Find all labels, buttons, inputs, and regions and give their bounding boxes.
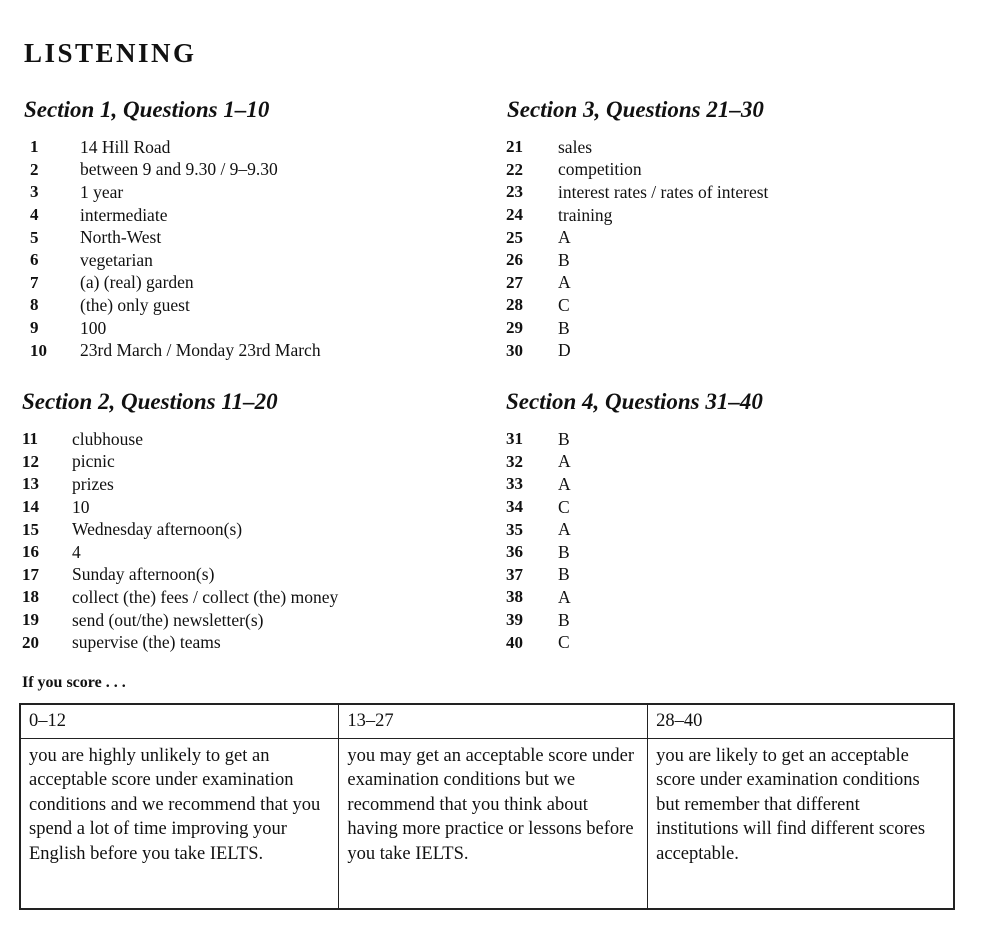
answer-text: intermediate [80, 204, 168, 225]
section-2-answers [22, 428, 338, 654]
answer-row [506, 294, 768, 317]
answer-text: A [558, 451, 571, 472]
section-3-answers [506, 136, 768, 362]
answer-number: 22 [506, 159, 523, 179]
answer-text: interest rates / rates of interest [558, 181, 769, 202]
score-range-high: 28–40 [648, 704, 954, 738]
section-4-title: Section 4, Questions 31–40 [506, 389, 763, 414]
answer-number: 23 [506, 182, 523, 202]
answer-number: 30 [506, 340, 523, 360]
answer-text: (a) (real) garden [80, 272, 194, 293]
section-1-title: Section 1, Questions 1–10 [24, 97, 270, 122]
answer-number: 39 [506, 610, 523, 630]
answer-row [30, 317, 321, 340]
answer-text: C [558, 496, 570, 517]
answer-text: B [558, 249, 570, 270]
answer-number: 2 [30, 159, 39, 179]
answer-number: 34 [506, 497, 523, 517]
score-range-mid: 13–27 [339, 704, 648, 738]
answer-text: B [558, 564, 570, 585]
answer-row [22, 564, 338, 587]
section-1-answers [30, 136, 321, 362]
answer-row [506, 181, 768, 204]
answer-text: clubhouse [72, 428, 143, 449]
score-advice-low: you are highly unlikely to get an acceptable score under examination conditions and we recommend that you spend a lot of time improving your English before you take IELTS. [20, 738, 339, 909]
answer-row [506, 496, 571, 519]
answer-text: C [558, 632, 570, 653]
answer-row [506, 204, 768, 227]
score-table [19, 703, 955, 910]
answer-row [22, 609, 338, 632]
answer-number: 38 [506, 587, 523, 607]
answer-number: 13 [22, 474, 39, 494]
score-range-row [20, 704, 954, 738]
answer-row [22, 428, 338, 451]
answer-row [506, 541, 571, 564]
answer-row [30, 339, 321, 362]
answer-text: 10 [72, 496, 90, 517]
answer-text: B [558, 428, 570, 449]
score-label: If you score . . . [22, 674, 126, 691]
answer-number: 14 [22, 497, 39, 517]
answer-row [506, 518, 571, 541]
answer-row [506, 564, 571, 587]
answer-row [506, 159, 768, 182]
answer-row [22, 586, 338, 609]
score-range-low: 0–12 [20, 704, 339, 738]
answer-text: send (out/the) newsletter(s) [72, 609, 264, 630]
answer-row [506, 631, 571, 654]
answer-text: B [558, 317, 570, 338]
answer-text: sales [558, 136, 593, 157]
answer-number: 15 [22, 519, 39, 539]
answer-number: 36 [506, 542, 523, 562]
answer-row [30, 204, 321, 227]
answer-row [506, 473, 571, 496]
answer-number: 11 [22, 429, 39, 449]
answer-row [506, 339, 768, 362]
answer-number: 33 [506, 474, 523, 494]
answer-number: 6 [30, 250, 39, 270]
answer-text: Wednesday afternoon(s) [72, 519, 243, 540]
section-2-title: Section 2, Questions 11–20 [22, 389, 278, 414]
answer-number: 28 [506, 295, 523, 315]
answer-row [506, 249, 768, 272]
answer-text: Sunday afternoon(s) [72, 564, 215, 585]
answer-number: 25 [506, 227, 523, 247]
answer-row [506, 428, 571, 451]
answer-row [506, 317, 768, 340]
answer-text: 1 year [80, 181, 124, 202]
answer-text: A [558, 227, 571, 248]
answer-number: 20 [22, 632, 39, 652]
answer-number: 35 [506, 519, 523, 539]
answer-text: B [558, 609, 570, 630]
answer-row [22, 541, 338, 564]
answer-text: B [558, 541, 570, 562]
answer-row [506, 272, 768, 295]
answer-text: C [558, 294, 570, 315]
answer-text: prizes [72, 473, 114, 494]
answer-text: 23rd March / Monday 23rd March [80, 340, 321, 361]
answer-number: 24 [506, 205, 523, 225]
answer-number: 17 [22, 564, 39, 584]
answer-row [30, 226, 321, 249]
section-4-answers [506, 428, 571, 654]
answer-text: collect (the) fees / collect (the) money [72, 586, 339, 607]
answer-row [30, 249, 321, 272]
answer-text: vegetarian [80, 249, 153, 270]
answer-text: (the) only guest [80, 294, 190, 315]
answer-number: 3 [30, 182, 39, 202]
answer-row [30, 272, 321, 295]
answer-number: 8 [30, 295, 39, 315]
answer-number: 32 [506, 451, 523, 471]
answer-row [30, 294, 321, 317]
answer-row [22, 473, 338, 496]
answer-number: 5 [30, 227, 39, 247]
answer-number: 10 [30, 340, 47, 360]
answer-number: 21 [506, 137, 523, 157]
answer-number: 19 [22, 610, 39, 630]
page-title: LISTENING [24, 38, 197, 68]
answer-text: North-West [80, 227, 162, 248]
section-3-title: Section 3, Questions 21–30 [507, 97, 764, 122]
answer-number: 7 [30, 272, 39, 292]
answer-number: 40 [506, 632, 523, 652]
answer-row [506, 136, 768, 159]
answer-row [506, 451, 571, 474]
answer-text: between 9 and 9.30 / 9–9.30 [80, 159, 278, 180]
answer-row [22, 451, 338, 474]
answer-number: 37 [506, 564, 523, 584]
answer-number: 16 [22, 542, 39, 562]
answer-text: 4 [72, 541, 81, 562]
answer-row [30, 136, 321, 159]
answer-text: competition [558, 159, 642, 180]
answer-number: 29 [506, 318, 523, 338]
answer-text: A [558, 519, 571, 540]
answer-number: 4 [30, 205, 39, 225]
answer-row [506, 609, 571, 632]
answer-row [30, 159, 321, 182]
answer-number: 9 [30, 318, 39, 338]
answer-number: 31 [506, 429, 523, 449]
answer-row [22, 518, 338, 541]
answer-text: supervise (the) teams [72, 632, 221, 653]
answer-number: 26 [506, 250, 523, 270]
answer-text: training [558, 204, 613, 225]
answer-number: 18 [22, 587, 39, 607]
answer-row [506, 226, 768, 249]
score-advice-mid: you may get an acceptable score under examination conditions but we recommend that you think about having more practice or lessons before you take IELTS. [339, 738, 648, 909]
score-advice-high: you are likely to get an acceptable score under examination conditions but remember that different institutions will find different scores acceptable. [648, 738, 954, 909]
answer-number: 12 [22, 451, 39, 471]
answer-row [506, 586, 571, 609]
answer-row [22, 631, 338, 654]
answer-number: 27 [506, 272, 523, 292]
answer-text: picnic [72, 451, 115, 472]
answer-row [22, 496, 338, 519]
answer-number: 1 [30, 137, 39, 157]
answer-row [30, 181, 321, 204]
answer-text: A [558, 272, 571, 293]
score-advice-row [20, 738, 954, 909]
answer-text: A [558, 473, 571, 494]
answer-text: D [558, 340, 571, 361]
answer-text: 14 Hill Road [80, 136, 171, 157]
answer-text: A [558, 586, 571, 607]
answer-text: 100 [80, 317, 107, 338]
